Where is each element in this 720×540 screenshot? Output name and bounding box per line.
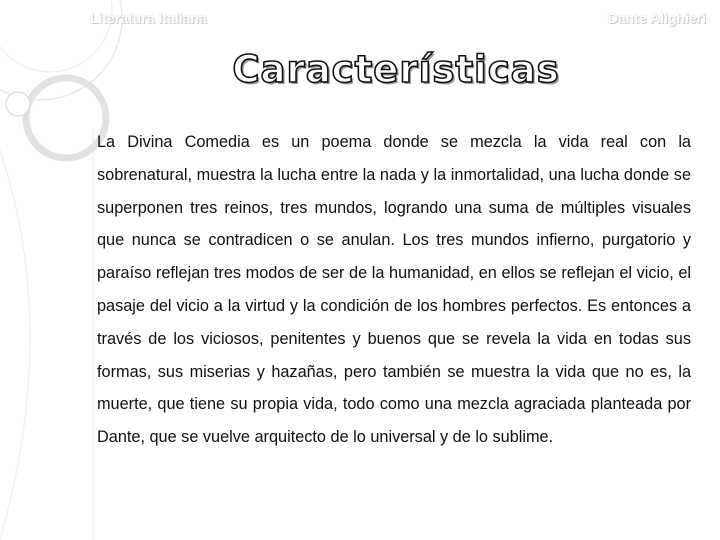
slide-title-text: Características <box>232 48 560 91</box>
slide-title <box>0 48 720 91</box>
header-author: Dante Alighieri <box>607 10 706 26</box>
slide-body-text: La Divina Comedia es un poema donde se mezcla la vida real con la sobrenatural, muestra la lucha entre la nada y la inmortalidad, una lucha donde se superponen tres reinos, tres mundos, logrando una suma de múltiples visuales que nunca se contradicen o se anulan. Los tres mundos infierno, purgatorio y paraíso reflejan tres modos de ser de la humanidad, en ellos se reflejan el vicio, el pasaje del vicio a la virtud y la condición de los hombres perfectos. Es entonces a través de los viciosos, penitentes y buenos que se revela la vida en todas sus formas, sus miserias y hazañas, pero también se muestra la vida que no es, la muerte, que tiene su propia vida, todo como una mezcla agraciada planteada por Dante, que se vuelve arquitecto de lo universal y de lo sublime. <box>97 133 691 447</box>
decor-circle-small <box>6 92 30 116</box>
header-course: Literatura Italiana <box>90 10 207 26</box>
decor-arc <box>0 150 30 540</box>
